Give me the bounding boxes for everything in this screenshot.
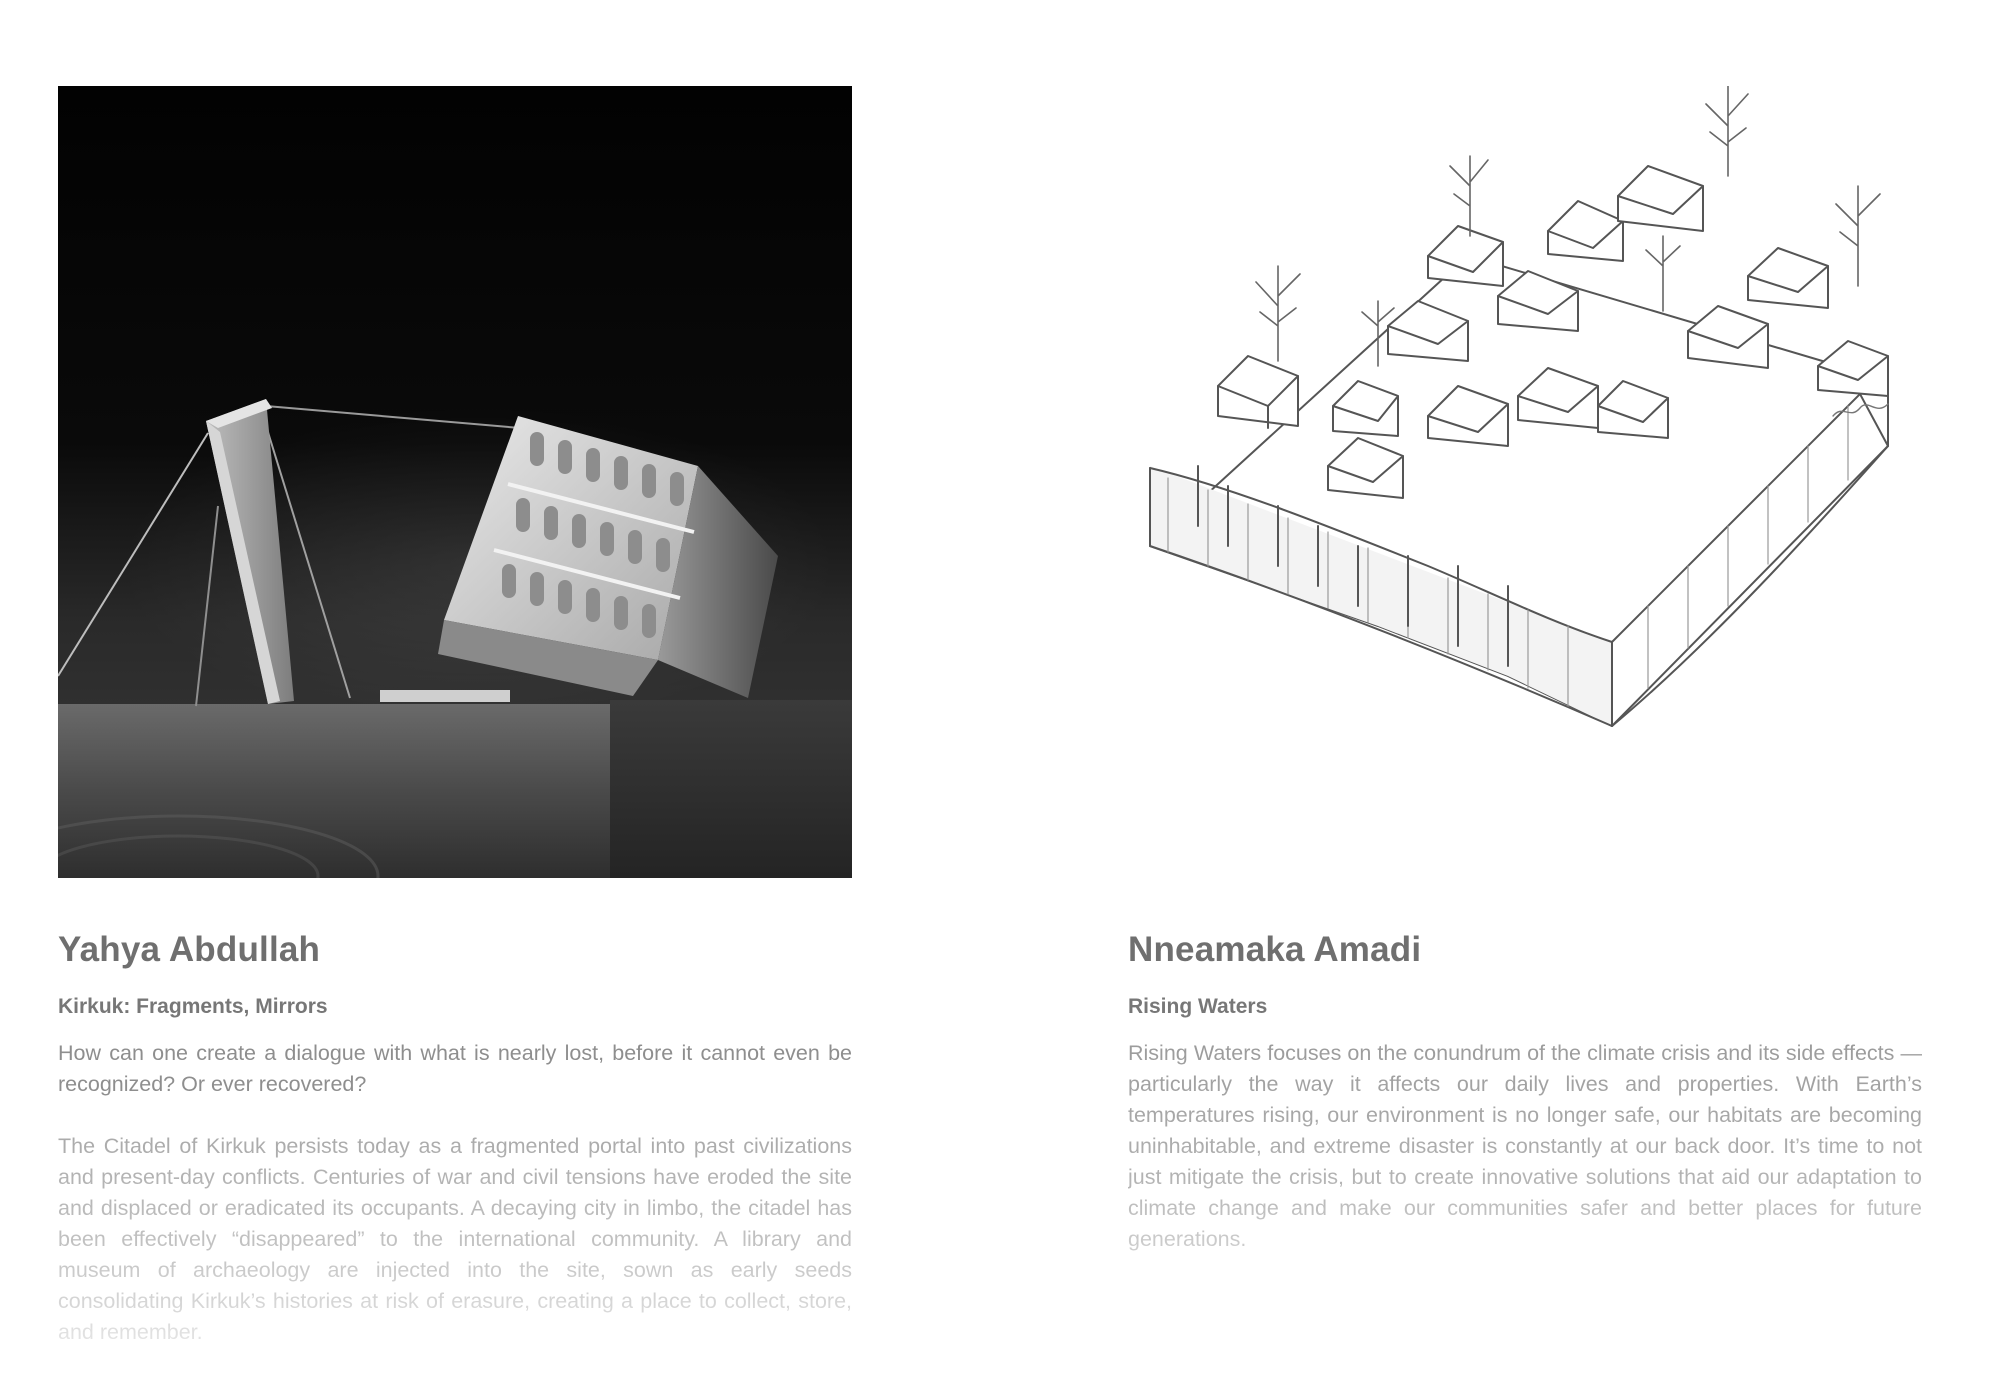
project-image-rising-waters-sketch: [1128, 86, 1922, 878]
project-title: Kirkuk: Fragments, Mirrors: [58, 995, 328, 1018]
project-title: Rising Waters: [1128, 995, 1268, 1018]
isometric-village-sketch: [1128, 86, 1922, 878]
project-image-kirkuk-model: [58, 86, 852, 878]
project-description: The Citadel of Kirkuk persists today as a fragmented portal into past civilizations and present-day conflicts. Centuries of war and civil tensions have eroded the site and displaced or eradicated its occupants. A decaying city in limbo, the citadel has been effectively “disappeared” to the international community. A library and museum of archaeology are injected into the site, sown as early seeds consolidating Kirkuk’s histories at risk of erasure, creating a place to collect, store, and remember.: [58, 1131, 852, 1348]
project-intro: How can one create a dialogue with what is nearly lost, before it cannot even be recognized? Or ever recovered?: [58, 1041, 852, 1096]
project-card-yahya-abdullah: [58, 86, 852, 1348]
project-card-nneamaka-amadi: [1128, 86, 1922, 1255]
project-description: Rising Waters focuses on the conundrum of the climate crisis and its side effects — particularly the way it affects our daily lives and properties. With Earth’s temperatures rising, our environment is no longer safe, our habitats are becoming uninhabitable, and extreme disaster is constantly at our back door. It’s time to not just mitigate the crisis, but to create innovative solutions that aid our adaptation to climate change and make our communities safer and better places for future generations.: [1128, 1038, 1922, 1255]
model-photo-illustration: [58, 86, 852, 878]
student-name: Yahya Abdullah: [58, 930, 321, 969]
student-name: Nneamaka Amadi: [1128, 930, 1422, 969]
